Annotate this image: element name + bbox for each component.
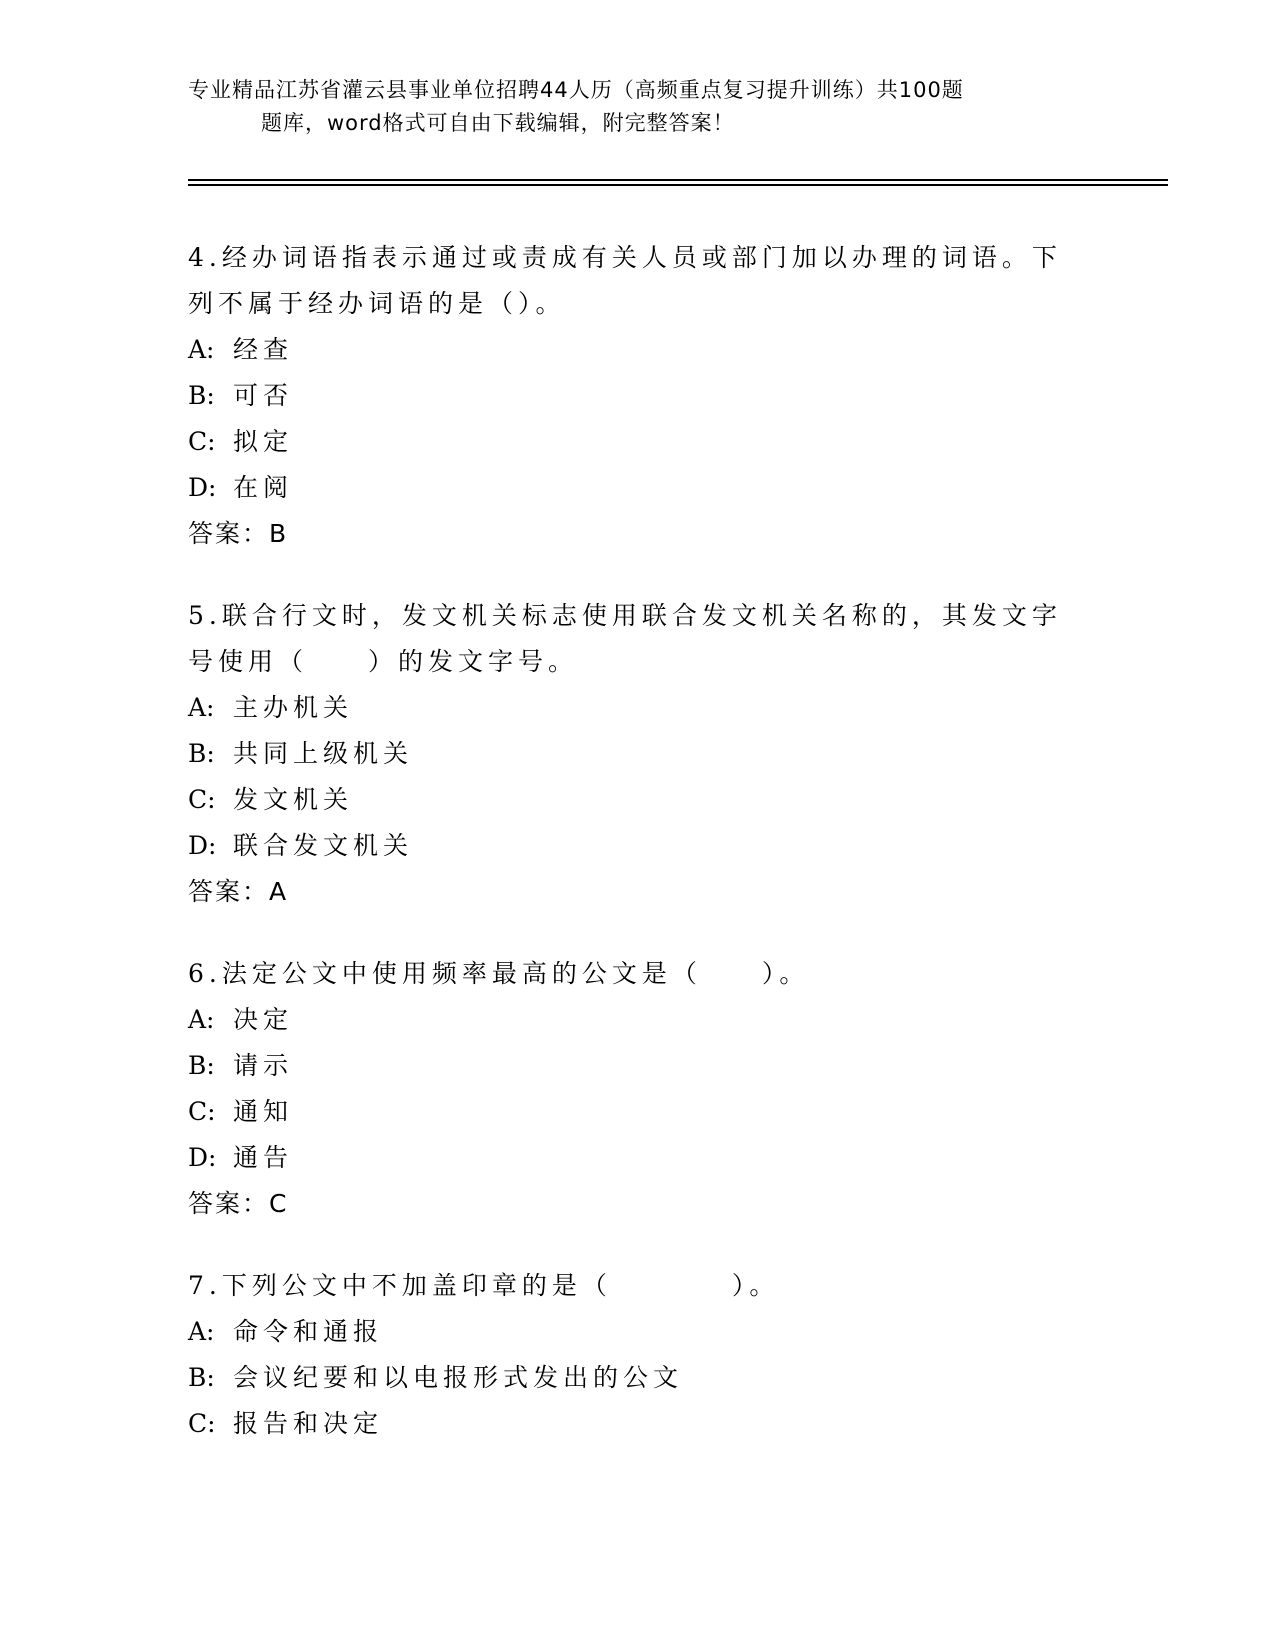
question-stem: 4.经办词语指表示通过或责成有关人员或部门加以办理的词语。下列不属于经办词语的是（）。 bbox=[188, 243, 1062, 318]
option-d bbox=[188, 823, 1068, 869]
option-b bbox=[188, 1355, 1068, 1401]
question-stem: 6.法定公文中使用频率最高的公文是（ ）。 bbox=[188, 959, 810, 988]
question-stem: 7.下列公文中不加盖印章的是（ ）。 bbox=[188, 1271, 780, 1300]
option-text: 会议纪要和以电报形式发出的公文 bbox=[233, 1363, 684, 1392]
option-c bbox=[188, 1089, 1068, 1135]
option-letter: B: bbox=[188, 1363, 215, 1392]
option-letter: A: bbox=[188, 693, 215, 722]
option-text: 发文机关 bbox=[233, 785, 354, 814]
header-rule-top bbox=[188, 179, 1168, 181]
option-a bbox=[188, 685, 1068, 731]
question-6 bbox=[188, 951, 1068, 1227]
option-letter: C: bbox=[188, 427, 216, 456]
option-a bbox=[188, 327, 1068, 373]
option-b bbox=[188, 1043, 1068, 1089]
document-header bbox=[188, 74, 1088, 140]
option-text: 命令和通报 bbox=[233, 1317, 384, 1346]
option-letter: B: bbox=[188, 1051, 215, 1080]
option-text: 经查 bbox=[233, 335, 294, 364]
option-a bbox=[188, 1309, 1068, 1355]
option-d bbox=[188, 1135, 1068, 1181]
option-text: 主办机关 bbox=[233, 693, 354, 722]
option-letter: C: bbox=[188, 1409, 216, 1438]
option-letter: B: bbox=[188, 739, 215, 768]
question-stem: 5.联合行文时，发文机关标志使用联合发文机关名称的，其发文字号使用（ ）的发文字号。 bbox=[188, 601, 1062, 676]
option-text: 通知 bbox=[233, 1097, 294, 1126]
option-text: 共同上级机关 bbox=[233, 739, 414, 768]
option-c bbox=[188, 1401, 1068, 1447]
option-c bbox=[188, 777, 1068, 823]
question-list bbox=[188, 235, 1068, 1483]
answer-line: 答案：C bbox=[188, 1189, 289, 1218]
option-letter: C: bbox=[188, 1097, 216, 1126]
option-text: 请示 bbox=[233, 1051, 294, 1080]
question-7 bbox=[188, 1263, 1068, 1447]
answer-line: 答案：B bbox=[188, 519, 289, 548]
option-letter: D: bbox=[188, 473, 217, 502]
option-b bbox=[188, 731, 1068, 777]
option-letter: B: bbox=[188, 381, 215, 410]
option-text: 报告和决定 bbox=[233, 1409, 384, 1438]
option-letter: C: bbox=[188, 785, 216, 814]
question-5 bbox=[188, 593, 1068, 915]
option-text: 拟定 bbox=[233, 427, 294, 456]
option-text: 联合发文机关 bbox=[233, 831, 414, 860]
option-a bbox=[188, 997, 1068, 1043]
option-letter: A: bbox=[188, 335, 215, 364]
answer-line: 答案：A bbox=[188, 877, 289, 906]
option-d bbox=[188, 465, 1068, 511]
header-rule-bottom bbox=[188, 184, 1168, 186]
option-letter: A: bbox=[188, 1317, 215, 1346]
option-text: 决定 bbox=[233, 1005, 294, 1034]
question-4 bbox=[188, 235, 1068, 557]
option-text: 可否 bbox=[233, 381, 294, 410]
document-title-line-2: 题库，word格式可自由下载编辑，附完整答案！ bbox=[261, 111, 735, 135]
option-letter: A: bbox=[188, 1005, 215, 1034]
option-letter: D: bbox=[188, 831, 217, 860]
document-title-line-1: 专业精品江苏省灌云县事业单位招聘44人历（高频重点复习提升训练）共100题 bbox=[188, 78, 964, 102]
option-text: 在阅 bbox=[233, 473, 294, 502]
option-letter: D: bbox=[188, 1143, 217, 1172]
option-b bbox=[188, 373, 1068, 419]
option-text: 通告 bbox=[233, 1143, 294, 1172]
option-c bbox=[188, 419, 1068, 465]
